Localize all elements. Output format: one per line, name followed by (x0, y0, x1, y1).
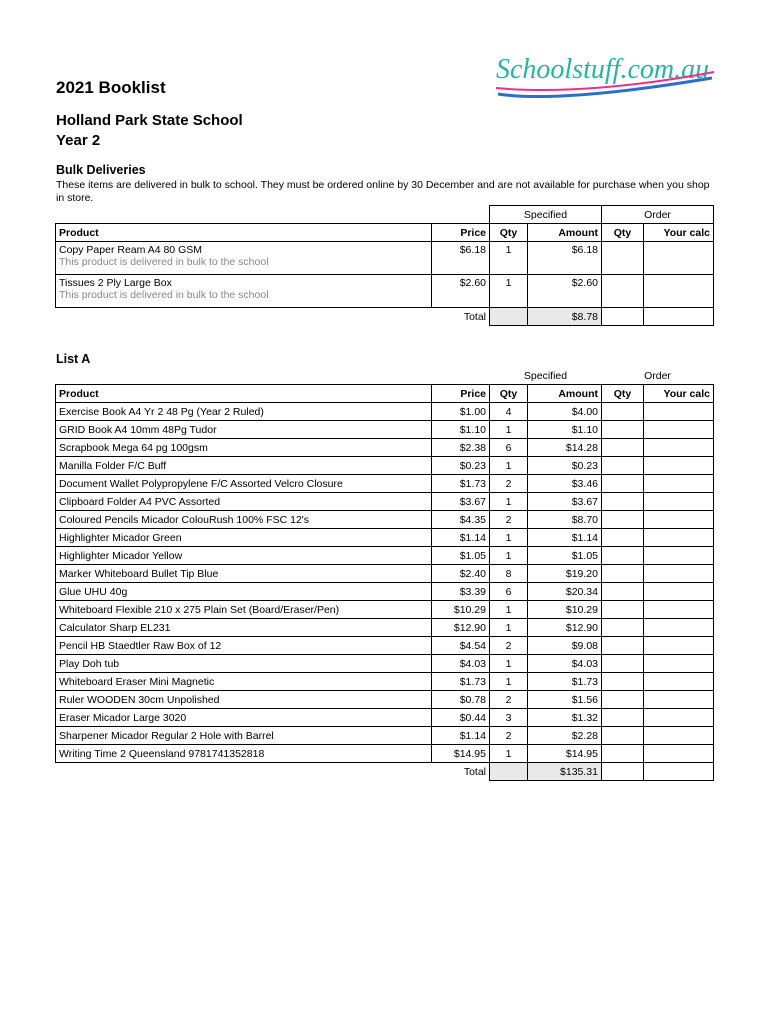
order-qty-input[interactable] (602, 727, 644, 745)
amount-cell: $14.28 (528, 439, 602, 457)
product-cell: Play Doh tub (56, 655, 432, 673)
table-row (56, 529, 714, 547)
your-calc-input[interactable] (644, 242, 714, 275)
order-header: Order (644, 369, 671, 382)
your-calc-input[interactable] (644, 655, 714, 673)
product-cell: Ruler WOODEN 30cm Unpolished (56, 691, 432, 709)
qty-cell: 1 (490, 745, 528, 763)
qty-cell: 6 (490, 583, 528, 601)
amount-cell: $10.29 (528, 601, 602, 619)
price-cell: $12.90 (432, 619, 490, 637)
order-qty-input[interactable] (602, 637, 644, 655)
price-cell: $3.39 (432, 583, 490, 601)
table-row (56, 403, 714, 421)
list-a-total-label: Total (432, 763, 490, 781)
table-row (56, 565, 714, 583)
order-qty-input[interactable] (602, 242, 644, 275)
table-row (56, 583, 714, 601)
amount-cell: $1.14 (528, 529, 602, 547)
price-cell: $14.95 (432, 745, 490, 763)
your-calc-input[interactable] (644, 565, 714, 583)
qty-cell: 2 (490, 511, 528, 529)
qty-cell: 1 (490, 421, 528, 439)
table-row (56, 421, 714, 439)
qty-cell: 1 (490, 673, 528, 691)
order-qty-input[interactable] (602, 493, 644, 511)
qty-cell: 1 (490, 529, 528, 547)
product-note: This product is delivered in bulk to the school (59, 256, 269, 268)
price-header: Price (432, 224, 490, 242)
qty-cell: 1 (490, 242, 528, 275)
amount-cell: $8.70 (528, 511, 602, 529)
product-header: Product (56, 224, 432, 242)
order-qty-input[interactable] (602, 691, 644, 709)
price-cell: $0.44 (432, 709, 490, 727)
table-row (56, 727, 714, 745)
product-cell: Coloured Pencils Micador ColouRush 100% FSC 12's (56, 511, 432, 529)
order-qty-input[interactable] (602, 439, 644, 457)
price-cell: $10.29 (432, 601, 490, 619)
amount-header: Amount (528, 385, 602, 403)
product-note: This product is delivered in bulk to the school (59, 289, 269, 301)
your-calc-input[interactable] (644, 691, 714, 709)
list-a-total: $135.31 (528, 763, 602, 781)
your-calc-input[interactable] (644, 421, 714, 439)
your-calc-input[interactable] (644, 547, 714, 565)
amount-cell: $1.32 (528, 709, 602, 727)
amount-cell: $9.08 (528, 637, 602, 655)
product-cell: Calculator Sharp EL231 (56, 619, 432, 637)
page-title: 2021 Booklist (56, 78, 166, 97)
bulk-total-label: Total (432, 308, 490, 326)
your-calc-input[interactable] (644, 457, 714, 475)
your-calc-input[interactable] (644, 493, 714, 511)
specified-header: Specified (490, 206, 602, 224)
product-cell: Manilla Folder F/C Buff (56, 457, 432, 475)
your-calc-input[interactable] (644, 511, 714, 529)
price-cell: $1.14 (432, 727, 490, 745)
amount-cell: $3.46 (528, 475, 602, 493)
order-qty-header: Qty (602, 385, 644, 403)
product-cell: Whiteboard Eraser Mini Magnetic (56, 673, 432, 691)
your-calc-input[interactable] (644, 745, 714, 763)
amount-cell: $3.67 (528, 493, 602, 511)
qty-cell: 1 (490, 547, 528, 565)
order-qty-input[interactable] (602, 583, 644, 601)
table-row (56, 691, 714, 709)
order-qty-input[interactable] (602, 475, 644, 493)
qty-header: Qty (490, 385, 528, 403)
table-row (56, 655, 714, 673)
amount-cell: $14.95 (528, 745, 602, 763)
amount-cell: $1.73 (528, 673, 602, 691)
your-calc-input[interactable] (644, 475, 714, 493)
order-qty-input[interactable] (602, 565, 644, 583)
product-cell: Exercise Book A4 Yr 2 48 Pg (Year 2 Ruled) (56, 403, 432, 421)
product-cell: Sharpener Micador Regular 2 Hole with Barrel (56, 727, 432, 745)
price-cell: $1.00 (432, 403, 490, 421)
price-cell: $4.35 (432, 511, 490, 529)
amount-header: Amount (528, 224, 602, 242)
amount-cell: $2.60 (528, 275, 602, 308)
product-cell: Marker Whiteboard Bullet Tip Blue (56, 565, 432, 583)
table-row (56, 275, 714, 308)
qty-cell: 1 (490, 457, 528, 475)
order-qty-header: Qty (602, 224, 644, 242)
qty-cell: 1 (490, 493, 528, 511)
your-calc-header: Your calc (644, 385, 714, 403)
price-cell: $2.40 (432, 565, 490, 583)
amount-cell: $4.03 (528, 655, 602, 673)
product-name: Tissues 2 Ply Large Box (59, 277, 172, 289)
price-cell: $1.10 (432, 421, 490, 439)
product-header: Product (56, 385, 432, 403)
order-qty-input[interactable] (602, 457, 644, 475)
bulk-total: $8.78 (528, 308, 602, 326)
amount-cell: $0.23 (528, 457, 602, 475)
table-row (56, 511, 714, 529)
order-qty-input[interactable] (602, 655, 644, 673)
amount-cell: $1.05 (528, 547, 602, 565)
order-qty-input[interactable] (602, 619, 644, 637)
order-qty-input[interactable] (602, 709, 644, 727)
product-cell: Eraser Micador Large 3020 (56, 709, 432, 727)
amount-cell: $12.90 (528, 619, 602, 637)
year-level: Year 2 (56, 132, 101, 149)
your-calc-input[interactable] (644, 673, 714, 691)
table-row (56, 637, 714, 655)
product-cell: Writing Time 2 Queensland 9781741352818 (56, 745, 432, 763)
qty-cell: 6 (490, 439, 528, 457)
qty-cell: 4 (490, 403, 528, 421)
bulk-table (55, 205, 714, 326)
price-cell: $2.38 (432, 439, 490, 457)
table-row (56, 709, 714, 727)
product-cell (56, 275, 432, 308)
product-cell (56, 242, 432, 275)
schoolstuff-logo (490, 42, 720, 110)
table-row (56, 439, 714, 457)
product-cell: Highlighter Micador Green (56, 529, 432, 547)
your-calc-input[interactable] (644, 403, 714, 421)
table-row (56, 547, 714, 565)
qty-cell: 1 (490, 619, 528, 637)
list-a-table (55, 367, 714, 781)
table-row (56, 745, 714, 763)
price-header: Price (432, 385, 490, 403)
price-cell: $1.05 (432, 547, 490, 565)
price-cell: $4.03 (432, 655, 490, 673)
logo-text: Schoolstuff.com.au (496, 54, 710, 85)
school-name: Holland Park State School (56, 112, 243, 129)
amount-cell: $6.18 (528, 242, 602, 275)
order-qty-input[interactable] (602, 511, 644, 529)
amount-cell: $1.10 (528, 421, 602, 439)
price-cell: $0.78 (432, 691, 490, 709)
table-row (56, 493, 714, 511)
bulk-intro: These items are delivered in bulk to school. They must be ordered online by 30 December and are not available for purchase when you shop in store. (56, 179, 710, 204)
order-qty-input[interactable] (602, 745, 644, 763)
product-cell: Highlighter Micador Yellow (56, 547, 432, 565)
product-cell: Clipboard Folder A4 PVC Assorted (56, 493, 432, 511)
table-row (56, 673, 714, 691)
product-cell: Glue UHU 40g (56, 583, 432, 601)
table-row (56, 457, 714, 475)
order-qty-input[interactable] (602, 275, 644, 308)
qty-cell: 1 (490, 655, 528, 673)
price-cell: $4.54 (432, 637, 490, 655)
amount-cell: $4.00 (528, 403, 602, 421)
price-cell: $1.73 (432, 475, 490, 493)
bulk-heading: Bulk Deliveries (56, 163, 146, 177)
table-row (56, 619, 714, 637)
table-row (56, 601, 714, 619)
qty-cell: 1 (490, 275, 528, 308)
your-calc-input[interactable] (644, 529, 714, 547)
order-qty-input[interactable] (602, 547, 644, 565)
qty-cell: 2 (490, 691, 528, 709)
price-cell: $1.14 (432, 529, 490, 547)
price-cell: $3.67 (432, 493, 490, 511)
table-row (56, 242, 714, 275)
table-row (56, 475, 714, 493)
price-cell: $0.23 (432, 457, 490, 475)
list-a-heading: List A (56, 352, 91, 366)
qty-cell: 3 (490, 709, 528, 727)
product-cell: GRID Book A4 10mm 48Pg Tudor (56, 421, 432, 439)
product-cell: Whiteboard Flexible 210 x 275 Plain Set (Board/Eraser/Pen) (56, 601, 432, 619)
your-calc-input[interactable] (644, 619, 714, 637)
your-calc-input[interactable] (644, 727, 714, 745)
order-qty-input[interactable] (602, 421, 644, 439)
qty-cell: 1 (490, 601, 528, 619)
amount-cell: $1.56 (528, 691, 602, 709)
order-qty-input[interactable] (602, 601, 644, 619)
product-name: Copy Paper Ream A4 80 GSM (59, 244, 202, 256)
your-calc-header: Your calc (644, 224, 714, 242)
your-calc-input[interactable] (644, 275, 714, 308)
order-qty-input[interactable] (602, 403, 644, 421)
qty-cell: 2 (490, 475, 528, 493)
qty-cell: 8 (490, 565, 528, 583)
qty-cell: 2 (490, 727, 528, 745)
your-calc-input[interactable] (644, 583, 714, 601)
qty-cell: 2 (490, 637, 528, 655)
specified-header: Specified (523, 369, 568, 382)
your-calc-input[interactable] (644, 637, 714, 655)
product-cell: Document Wallet Polypropylene F/C Assorted Velcro Closure (56, 475, 432, 493)
qty-header: Qty (490, 224, 528, 242)
price-cell: $6.18 (432, 242, 490, 275)
product-cell: Pencil HB Staedtler Raw Box of 12 (56, 637, 432, 655)
amount-cell: $19.20 (528, 565, 602, 583)
price-cell: $2.60 (432, 275, 490, 308)
amount-cell: $20.34 (528, 583, 602, 601)
order-header: Order (602, 206, 714, 224)
your-calc-input[interactable] (644, 709, 714, 727)
order-qty-input[interactable] (602, 529, 644, 547)
price-cell: $1.73 (432, 673, 490, 691)
product-cell: Scrapbook Mega 64 pg 100gsm (56, 439, 432, 457)
amount-cell: $2.28 (528, 727, 602, 745)
order-qty-input[interactable] (602, 673, 644, 691)
your-calc-input[interactable] (644, 601, 714, 619)
your-calc-input[interactable] (644, 439, 714, 457)
